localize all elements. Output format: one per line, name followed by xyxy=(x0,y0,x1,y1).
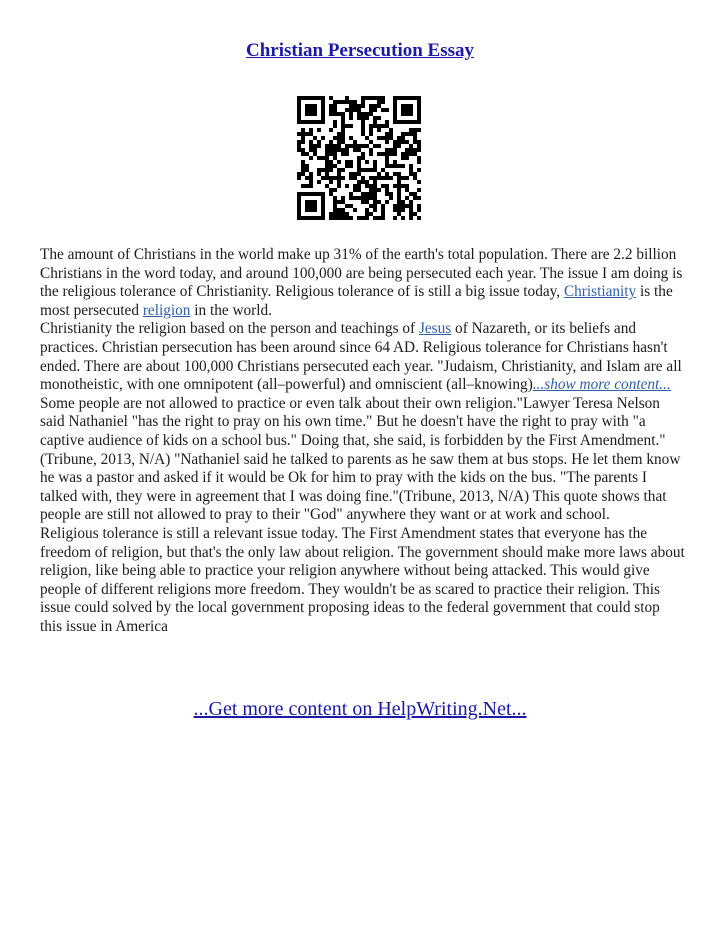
paragraph-1-text-c: in the world. xyxy=(190,301,272,319)
paragraph-1-text-b: is the most persecuted xyxy=(40,283,673,319)
paragraph-2 xyxy=(40,320,685,394)
cta-container xyxy=(0,698,720,721)
title-container xyxy=(0,40,720,62)
paragraph-1-text-a: The amount of Christians in the world make up 31% of the earth's total population. There are 2.2 billion Christians in the word today, and around 100,000 are being persecuted each year. The issue I am doing is the religious tolerance of Christianity. Religious tolerance of is still a big issue today, xyxy=(40,246,683,301)
essay-title-link[interactable]: Christian Persecution Essay xyxy=(246,40,474,61)
show-more-link[interactable]: ...show more content... xyxy=(532,376,671,394)
essay-body xyxy=(40,246,685,636)
get-more-content-link[interactable]: ...Get more content on HelpWriting.Net... xyxy=(193,698,527,720)
qr-code-icon xyxy=(297,96,421,220)
paragraph-2-text-a: Christianity the religion based on the person and teachings of xyxy=(40,320,419,338)
paragraph-3: Some people are not allowed to practice or even talk about their own religion."Lawyer Teresa Nelson said Nathaniel "has the right to pray on his own time." But he doesn't have the right to pray with "a captive audience of kids on a school bus." Doing that, she said, is forbidden by the First Amendment."(Tribune, 2013, N/A) "Nathaniel said he talked to parents as he saw them at bus stops. He let them know he was a pastor and asked if it would be Ok for him to pray with the kids on the bus. "The parents I talked with, they were in agreement that I was doing fine."(Tribune, 2013, N/A) This quote shows that people are still not allowed to pray to their "God" anywhere they want or at work and school. xyxy=(40,394,681,524)
jesus-link[interactable]: Jesus xyxy=(418,320,452,338)
paragraph-2-text-b: of Nazareth, or its beliefs and practices. Christian persecution has been around since 64 AD. Religious tolerance for Christians hasn't ended. There are about 100,000 Christians persecuted each year. "Judaism, Christianity, and Islam are all monotheistic, with one omnipotent (all–powerful) and omniscient (all–knowing) xyxy=(40,320,682,394)
paragraph-4: Religious tolerance is still a relevant issue today. The First Amendment states that everyone has the freedom of religion, but that's the only law about religion. The government should make more laws about religion, like being able to practice your religion anywhere without being attacked. This would give people of different religions more freedom. They wouldn't be as scared to practice their religion. This issue could solved by the local government proposing ideas to the federal government that could stop this issue in America xyxy=(40,524,685,635)
christianity-link[interactable]: Christianity xyxy=(563,283,637,301)
religion-link[interactable]: religion xyxy=(142,301,191,319)
paragraph-1 xyxy=(40,246,685,320)
